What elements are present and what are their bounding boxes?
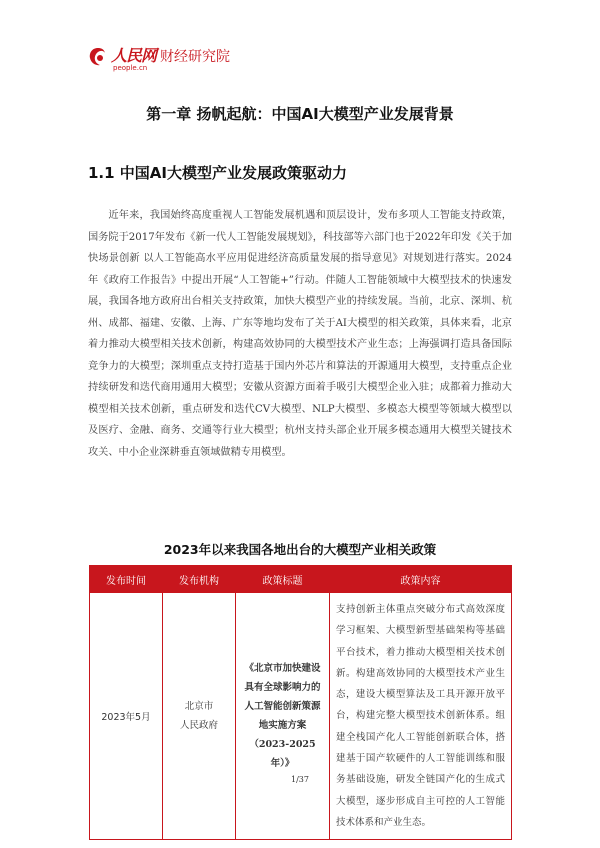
table-row [90,593,512,840]
section-title: 1.1 中国AI大模型产业发展政策驱动力 [88,164,347,182]
body-paragraph: 近年来，我国始终高度重视人工智能发展机遇和顶层设计，发布多项人工智能支持政策，国务院于2017年发布《新一代人工智能发展规划》，科技部等六部门也于2022年印发《关于加快场景创新 以人工智能高水平应用促进经济高质量发展的指导意见》对规划进行落实。2024年《政府工作报告》中提出开展“人工智能+”行动。伴随人工智能领域中大模型技术的快速发展，我国各地方政府出台相关支持政策，加快大模型产业的持续发展。当前，北京、深圳、杭州、成都、福建、安徽、上海、广东等地均发布了关于AI大模型的相关政策，具体来看，北京着力推动大模型相关技术创新，构建高效协同的大模型技术产业生态；上海强调打造具备国际竞争力的大模型；深圳重点支持打造基于国内外芯片和算法的开源通用大模型，支持重点企业持续研发和迭代商用通用大模型；安徽从资源方面着手吸引大模型企业入驻；成都着力推动大模型相关技术创新，重点研发和迭代CV大模型、NLP大模型、多模态大模型等领域大模型以及医疗、金融、商务、交通等行业大模型；杭州支持头部企业开展多模态通用大模型关键技术攻关、中小企业深耕垂直领域做精专用模型。 [88,210,512,458]
page-header [88,40,230,74]
chapter-title: 第一章 扬帆起航：中国AI大模型产业发展背景 [146,105,454,123]
people-logo-icon [88,46,108,68]
logo-wordmark: 人民网 [111,45,157,65]
cell-date: 2023年5月 [90,593,163,840]
org-line-1: 北京市 [184,701,214,713]
cell-policy-content: 支持创新主体重点突破分布式高效深度学习框架、大模型新型基础架构等基础平台技术，着力推动大模型相关技术创新。构建高效协同的大模型技术产业生态，建设大模型算法及工具开源开放平台，构建完整大模型技术创新体系。组建全栈国产化人工智能创新联合体，搭建基于国产软硬件的人工智能训练和服务基础设施，研发全链国产化的生成式大模型，逐步形成自主可控的人工智能技术体系和产业生态。 [330,593,512,840]
header-org: 发布机构 [163,566,236,593]
header-title: 政策标题 [236,566,330,593]
header-date: 发布时间 [90,566,163,593]
table-header-row [90,566,512,593]
table-caption: 2023年以来我国各地出台的大模型产业相关政策 [163,542,437,557]
org-line-2: 人民政府 [179,720,218,732]
logo-url: people.cn [113,63,148,72]
cell-policy-title: 《北京市加快建设具有全球影响力的人工智能创新策源地实施方案（2023-2025年）》 [236,593,330,840]
policy-table [89,565,512,840]
cell-org [163,593,236,840]
header-content: 政策内容 [330,566,512,593]
institute-name: 财经研究院 [160,48,231,65]
page-number: 1/37 [291,775,309,784]
